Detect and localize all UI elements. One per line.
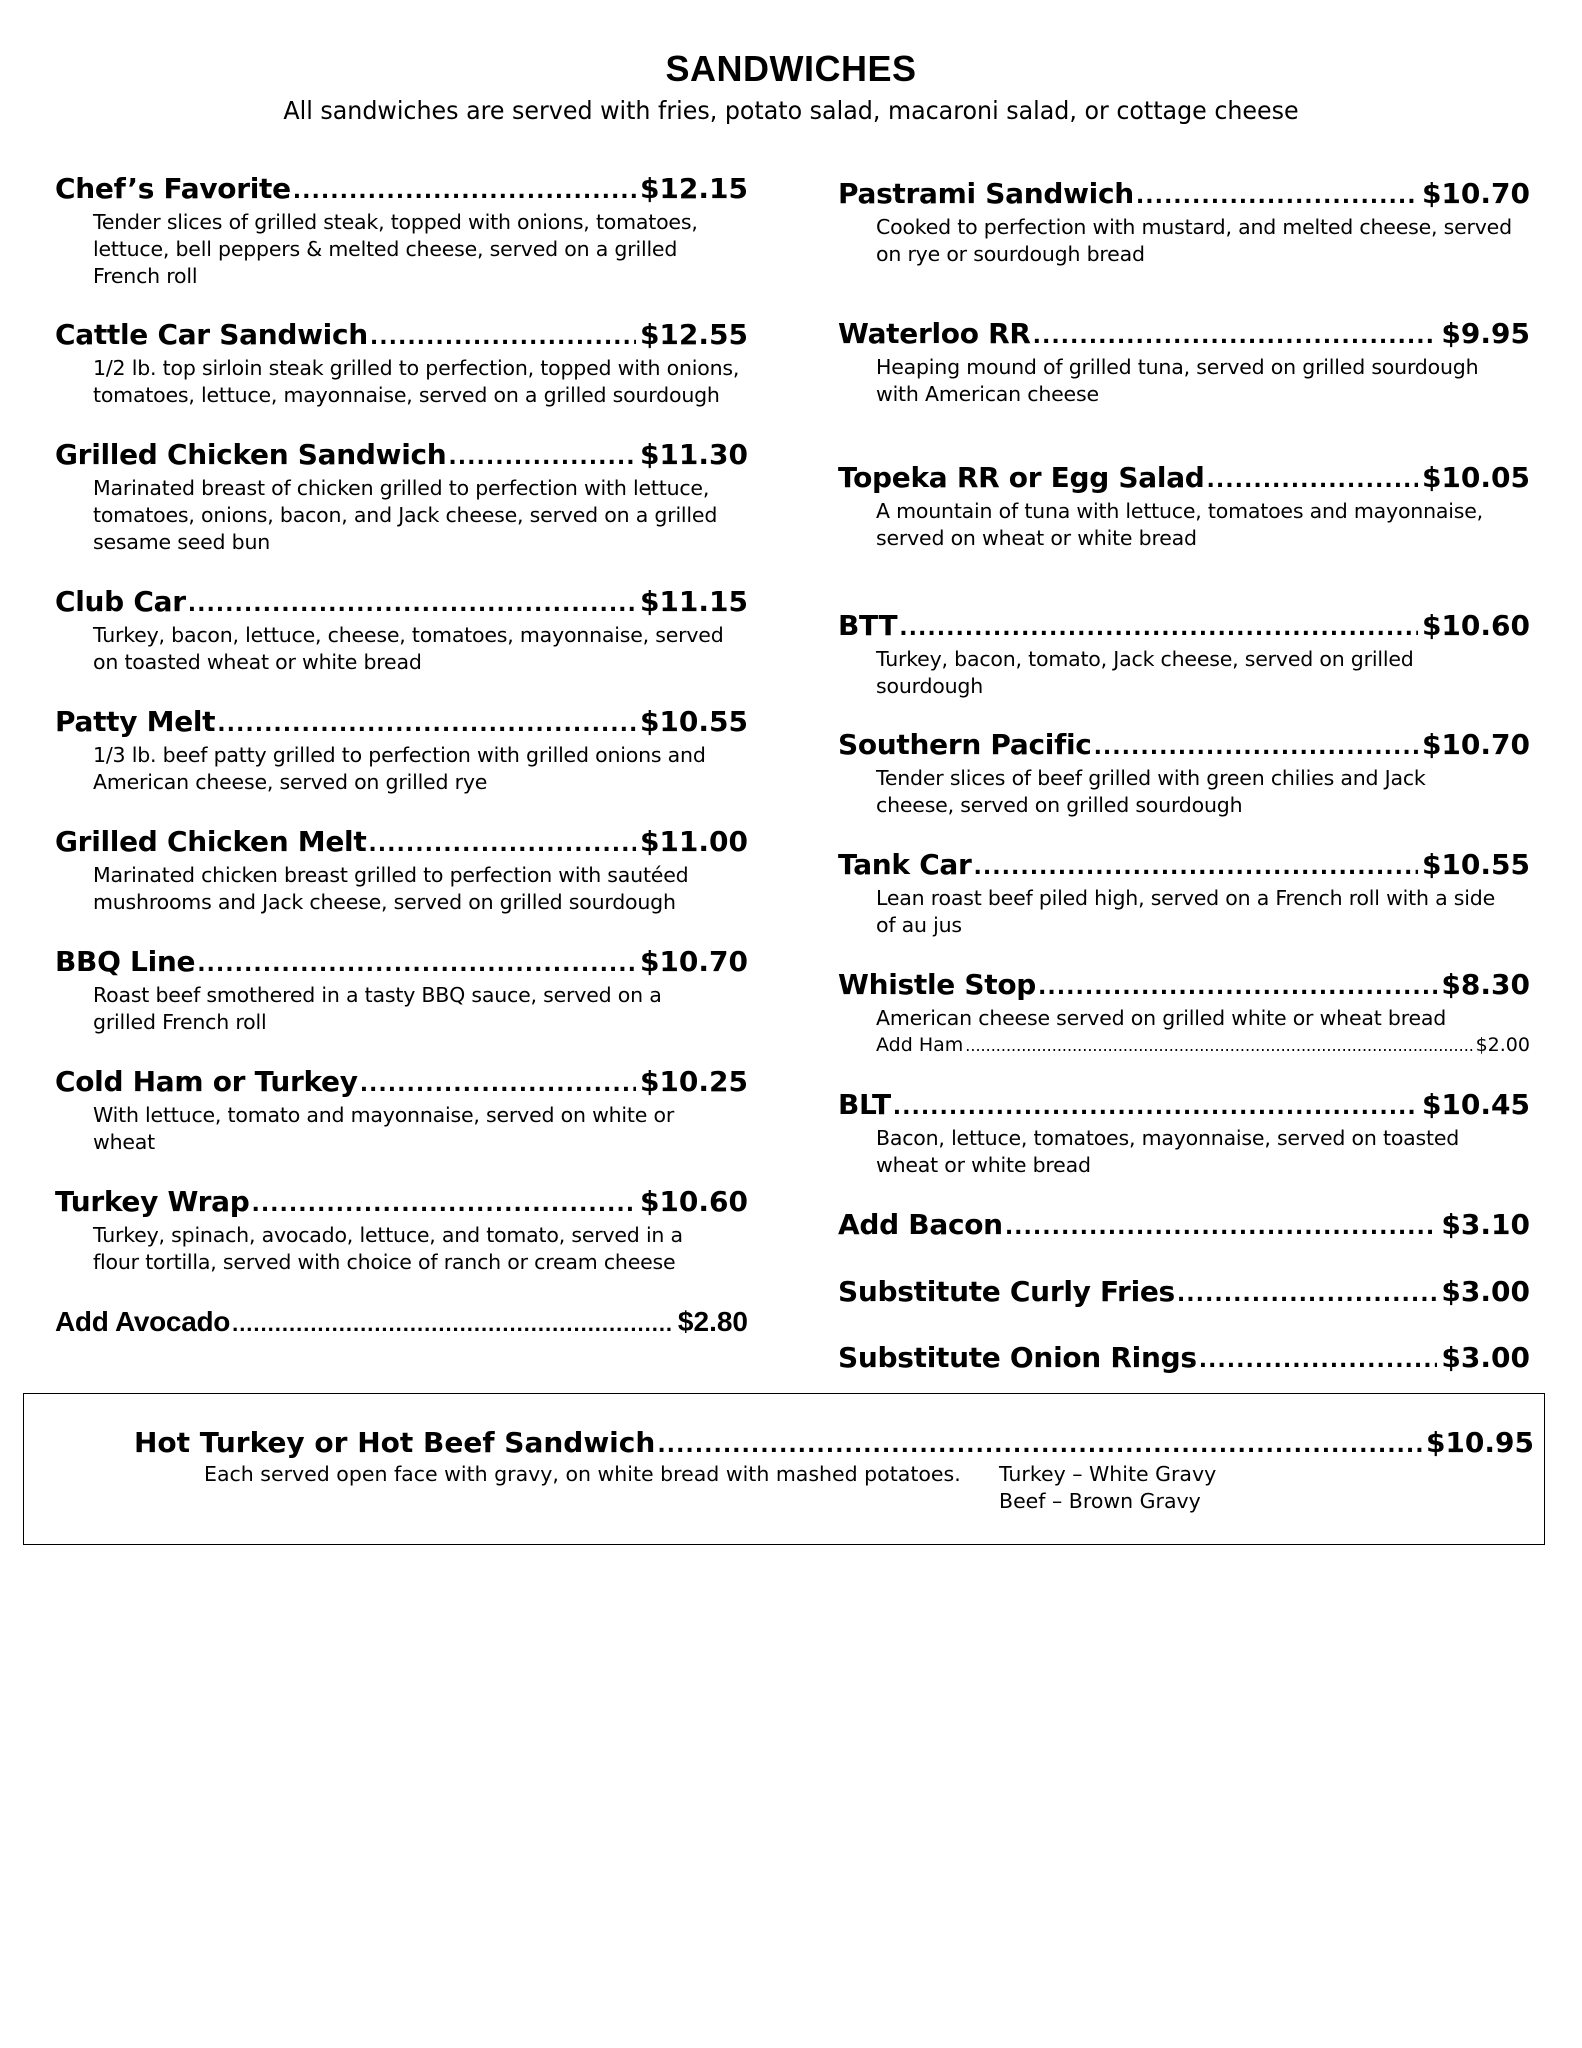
featured-gravy-options xyxy=(999,1461,1216,1515)
menu-item-name: Chef’s Favorite xyxy=(55,172,291,205)
menu-item xyxy=(838,461,1530,552)
dot-leader xyxy=(657,1429,1422,1463)
featured-item-description: Each served open face with gravy, on white bread with mashed potatoes. xyxy=(204,1462,961,1486)
description-line: 1/3 lb. beef patty grilled to perfection with grilled onions and xyxy=(93,743,706,767)
menu-item-description xyxy=(55,622,748,676)
menu-item xyxy=(838,1341,1530,1378)
menu-item-heading xyxy=(55,1305,748,1341)
description-line: Heaping mound of grilled tuna, served on grilled sourdough xyxy=(876,355,1479,379)
menu-item-description xyxy=(55,475,748,556)
menu-item-description xyxy=(55,209,748,290)
gravy-option-turkey: Turkey – White Gravy xyxy=(999,1462,1217,1486)
menu-item-name: BTT xyxy=(838,609,898,642)
description-line: tomatoes, onions, bacon, and Jack cheese, served on a grilled xyxy=(93,503,718,527)
menu-item-heading xyxy=(838,1208,1530,1245)
description-line: grilled French roll xyxy=(93,1010,267,1034)
menu-item-price: $10.70 xyxy=(1421,728,1530,761)
addon-price: $2.00 xyxy=(1475,1034,1530,1056)
description-line: Lean roast beef piled high, served on a French roll with a side xyxy=(876,886,1496,910)
dot-leader xyxy=(899,612,1418,646)
menu-item-name: Waterloo RR xyxy=(838,317,1031,350)
menu-item-heading xyxy=(838,728,1530,765)
dot-leader xyxy=(197,948,636,982)
menu-item xyxy=(55,1065,748,1156)
menu-item-heading xyxy=(838,968,1530,1005)
menu-item-name: Topeka RR or Egg Salad xyxy=(838,461,1205,494)
menu-item-description xyxy=(838,354,1530,408)
menu-item-price: $3.00 xyxy=(1441,1275,1530,1308)
left-menu-column xyxy=(55,0,748,1380)
menu-item-heading xyxy=(55,1185,748,1222)
menu-item xyxy=(55,705,748,796)
description-line: Tender slices of grilled steak, topped with onions, tomatoes, xyxy=(93,210,698,234)
dot-leader xyxy=(1038,971,1437,1005)
description-line: Turkey, bacon, lettuce, cheese, tomatoes, mayonnaise, served xyxy=(93,623,724,647)
menu-item-heading xyxy=(55,825,748,862)
menu-item-description xyxy=(55,355,748,409)
description-line: French roll xyxy=(93,264,198,288)
menu-item-description xyxy=(838,1125,1530,1179)
description-line: A mountain of tuna with lettuce, tomatoes and mayonnaise, xyxy=(876,499,1483,523)
menu-item xyxy=(838,1088,1530,1179)
featured-item-heading xyxy=(134,1426,1534,1463)
menu-item-description xyxy=(55,1222,748,1276)
menu-item-price: $12.15 xyxy=(639,172,748,205)
menu-item-name: Pastrami Sandwich xyxy=(838,177,1134,210)
menu-item xyxy=(838,1275,1530,1312)
menu-item xyxy=(55,318,748,409)
menu-item xyxy=(838,609,1530,700)
menu-item-price: $3.10 xyxy=(1441,1208,1530,1241)
menu-item-heading xyxy=(838,177,1530,214)
description-line: flour tortilla, served with choice of ranch or cream cheese xyxy=(93,1250,676,1274)
menu-item-description xyxy=(838,765,1530,819)
dot-leader xyxy=(368,828,636,862)
gravy-option-beef: Beef – Brown Gravy xyxy=(999,1489,1201,1513)
menu-item-name: Club Car xyxy=(55,585,186,618)
description-line: Bacon, lettuce, tomatoes, mayonnaise, served on toasted xyxy=(876,1126,1460,1150)
menu-item-heading xyxy=(838,1341,1530,1378)
page-title: SANDWICHES xyxy=(665,48,917,89)
right-menu-column xyxy=(838,0,1530,1380)
menu-item-name: Grilled Chicken Melt xyxy=(55,825,367,858)
menu-item-name: Cattle Car Sandwich xyxy=(55,318,368,351)
description-line: served on wheat or white bread xyxy=(876,526,1197,550)
menu-item-price: $3.00 xyxy=(1441,1341,1530,1374)
description-line: Roast beef smothered in a tasty BBQ sauce, served on a xyxy=(93,983,662,1007)
description-line: Cooked to perfection with mustard, and melted cheese, served xyxy=(876,215,1512,239)
dot-leader xyxy=(1005,1211,1438,1245)
description-line: with American cheese xyxy=(876,382,1099,406)
page-subtitle: All sandwiches are served with fries, potato salad, macaroni salad, or cottage cheese xyxy=(283,96,1299,125)
description-line: With lettuce, tomato and mayonnaise, served on white or xyxy=(93,1103,675,1127)
menu-item-price: $11.30 xyxy=(639,438,748,471)
dot-leader xyxy=(448,441,636,475)
menu-item-price: $10.45 xyxy=(1421,1088,1530,1121)
menu-item-name: Whistle Stop xyxy=(838,968,1037,1001)
menu-item-name: Tank Car xyxy=(838,848,972,881)
description-line: Tender slices of beef grilled with green chilies and Jack xyxy=(876,766,1426,790)
menu-item-description xyxy=(838,646,1530,700)
dot-leader xyxy=(360,1068,636,1102)
description-line: mushrooms and Jack cheese, served on grilled sourdough xyxy=(93,890,676,914)
menu-item-description xyxy=(838,498,1530,552)
description-line: Marinated breast of chicken grilled to perfection with lettuce, xyxy=(93,476,710,500)
menu-item-price: $11.15 xyxy=(639,585,748,618)
description-line: cheese, served on grilled sourdough xyxy=(876,793,1243,817)
dot-leader xyxy=(251,1188,635,1222)
menu-item-description xyxy=(838,885,1530,939)
description-line: lettuce, bell peppers & melted cheese, served on a grilled xyxy=(93,237,678,261)
menu-item-heading xyxy=(838,609,1530,646)
menu-item-price: $8.30 xyxy=(1441,968,1530,1001)
menu-item-name: Substitute Onion Rings xyxy=(838,1341,1197,1374)
menu-item-price: $10.55 xyxy=(639,705,748,738)
menu-item-heading xyxy=(55,438,748,475)
menu-item-description xyxy=(55,862,748,916)
dot-leader xyxy=(1136,180,1418,214)
menu-item-heading xyxy=(55,705,748,742)
dot-leader xyxy=(217,708,636,742)
dot-leader xyxy=(893,1091,1418,1125)
menu-item-name: Add Bacon xyxy=(838,1208,1003,1241)
menu-item xyxy=(838,317,1530,408)
menu-item-price: $10.70 xyxy=(1421,177,1530,210)
dot-leader xyxy=(1033,320,1438,354)
menu-item-description xyxy=(838,214,1530,268)
menu-item-heading xyxy=(55,318,748,355)
featured-item-price: $10.95 xyxy=(1425,1426,1534,1459)
menu-item-name: Patty Melt xyxy=(55,705,216,738)
menu-item xyxy=(838,1208,1530,1245)
menu-item-heading xyxy=(55,1065,748,1102)
menu-item xyxy=(55,1305,748,1341)
menu-item-description xyxy=(55,982,748,1036)
menu-item xyxy=(55,585,748,676)
menu-item-name: Grilled Chicken Sandwich xyxy=(55,438,447,471)
menu-item-description xyxy=(55,742,748,796)
dot-leader xyxy=(974,851,1418,885)
menu-item xyxy=(838,728,1530,819)
description-line: on rye or sourdough bread xyxy=(876,242,1145,266)
menu-item-price: $10.60 xyxy=(639,1185,748,1218)
menu-item xyxy=(55,945,748,1036)
menu-item-description xyxy=(838,1005,1530,1032)
description-line: sourdough xyxy=(876,674,984,698)
dot-leader xyxy=(1199,1344,1438,1378)
menu-item-heading xyxy=(55,172,748,209)
menu-addon xyxy=(838,1032,1530,1059)
menu-item xyxy=(55,172,748,290)
menu-item-price: $11.00 xyxy=(639,825,748,858)
menu-item-price: $10.55 xyxy=(1421,848,1530,881)
description-line: Turkey, bacon, tomato, Jack cheese, served on grilled xyxy=(876,647,1414,671)
dot-leader xyxy=(965,1032,1473,1059)
description-line: on toasted wheat or white bread xyxy=(93,650,422,674)
menu-item xyxy=(55,438,748,556)
menu-item-name: Cold Ham or Turkey xyxy=(55,1065,358,1098)
description-line: American cheese, served on grilled rye xyxy=(93,770,488,794)
dot-leader xyxy=(1207,464,1418,498)
menu-item-price: $12.55 xyxy=(639,318,748,351)
dot-leader xyxy=(188,588,636,622)
dot-leader xyxy=(232,1307,674,1341)
menu-item-name: Add Avocado xyxy=(55,1306,231,1337)
menu-item-heading xyxy=(838,461,1530,498)
addon-label: Add Ham xyxy=(876,1034,964,1056)
menu-item xyxy=(55,825,748,916)
menu-item-name: BLT xyxy=(838,1088,891,1121)
description-line: tomatoes, lettuce, mayonnaise, served on a grilled sourdough xyxy=(93,383,720,407)
menu-item-name: Turkey Wrap xyxy=(55,1185,250,1218)
menu-item-heading xyxy=(55,585,748,622)
menu-item-price: $9.95 xyxy=(1441,317,1530,350)
dot-leader xyxy=(1177,1278,1438,1312)
menu-item xyxy=(55,1185,748,1276)
menu-item-name: Southern Pacific xyxy=(838,728,1092,761)
menu-item-name: BBQ Line xyxy=(55,945,196,978)
menu-item-heading xyxy=(838,1275,1530,1312)
dot-leader xyxy=(293,175,636,209)
menu-item-name: Substitute Curly Fries xyxy=(838,1275,1175,1308)
dot-leader xyxy=(370,321,636,355)
featured-item-box xyxy=(23,1393,1545,1545)
description-line: sesame seed bun xyxy=(93,530,271,554)
menu-item-heading xyxy=(838,848,1530,885)
menu-item-price: $10.25 xyxy=(639,1065,748,1098)
description-line: Turkey, spinach, avocado, lettuce, and tomato, served in a xyxy=(93,1223,683,1247)
description-line: Marinated chicken breast grilled to perfection with sautéed xyxy=(93,863,689,887)
menu-item-price: $10.60 xyxy=(1421,609,1530,642)
menu-item-heading xyxy=(838,1088,1530,1125)
description-line: of au jus xyxy=(876,913,962,937)
menu-item xyxy=(838,848,1530,939)
description-line: American cheese served on grilled white or wheat bread xyxy=(876,1006,1447,1030)
menu-item-heading xyxy=(838,317,1530,354)
dot-leader xyxy=(1094,731,1418,765)
description-line: 1/2 lb. top sirloin steak grilled to perfection, topped with onions, xyxy=(93,356,740,380)
menu-item-price: $10.70 xyxy=(639,945,748,978)
description-line: wheat or white bread xyxy=(876,1153,1091,1177)
description-line: wheat xyxy=(93,1130,155,1154)
menu-item-price: $10.05 xyxy=(1421,461,1530,494)
menu-item-price: $2.80 xyxy=(677,1306,748,1337)
featured-item-name: Hot Turkey or Hot Beef Sandwich xyxy=(134,1426,656,1459)
menu-item xyxy=(838,968,1530,1059)
menu-item-heading xyxy=(55,945,748,982)
menu-item-description xyxy=(55,1102,748,1156)
menu-item xyxy=(838,177,1530,268)
